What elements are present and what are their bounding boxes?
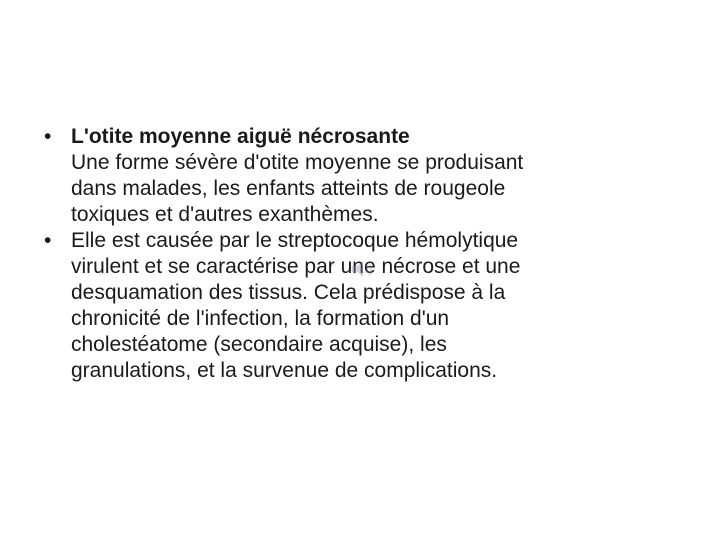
bullet-heading: L'otite moyenne aiguë nécrosante [71, 125, 410, 148]
bullet-text-line: granulations, et la survenue de complications. [71, 359, 498, 382]
bullet-item-2 [44, 228, 684, 384]
bullet-marker: • [44, 229, 52, 252]
bullet-text-line: Elle est causée par le streptocoque hémolytique [71, 229, 519, 252]
bullet-item-1 [44, 124, 684, 228]
bullet-text-line: Une forme sévère d'otite moyenne se produisant [71, 151, 524, 174]
bullet-text-line: desquamation des tissus. Cela prédispose à la [71, 281, 506, 304]
bullet-text-line: toxiques et d'autres exanthèmes. [71, 203, 379, 226]
bullet-text-line: virulent et se caractérise par une nécrose et une [71, 255, 521, 278]
bullet-text-line: chronicité de l'infection, la formation d'un [71, 307, 450, 330]
bullet-text-line: dans malades, les enfants atteints de rougeole [71, 177, 506, 200]
bullet-text-line: cholestéatome (secondaire acquise), les [71, 333, 447, 356]
bullet-marker: • [44, 125, 52, 148]
speaker-icon[interactable] [350, 258, 376, 280]
slide-body [44, 124, 684, 384]
